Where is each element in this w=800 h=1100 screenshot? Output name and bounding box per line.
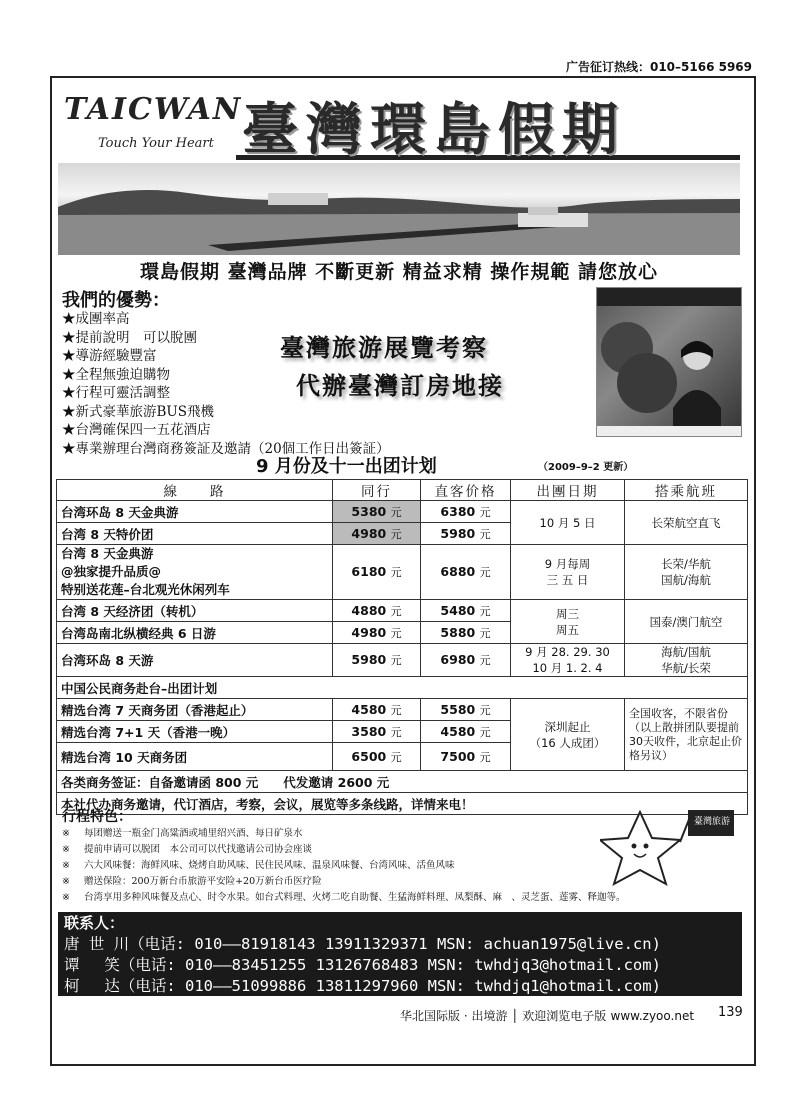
header-date: 出團日期 bbox=[511, 480, 625, 501]
header-retail: 直客价格 bbox=[421, 480, 511, 501]
peer-price: 3580 元 bbox=[333, 721, 421, 743]
page-number: 139 bbox=[718, 1005, 743, 1020]
list-item: ※ 每团赠送一瓶金门高粱酒或埔里绍兴酒、每日矿泉水 bbox=[62, 826, 625, 842]
contact-heading: 联系人： bbox=[64, 914, 125, 932]
stewardess-photo bbox=[596, 287, 742, 437]
stewardess-illustration bbox=[597, 288, 742, 437]
list-item: ★ 行程可靈活調整 bbox=[62, 384, 390, 403]
route-cell: 台湾 8 天特价团 bbox=[57, 523, 333, 545]
flight-cell: 长荣航空直飞 bbox=[625, 501, 748, 545]
logo-tagline: Touch Your Heart bbox=[98, 136, 214, 151]
business-heading: 中国公民商务赴台–出团计划 bbox=[57, 677, 748, 699]
flight-cell: 国泰/澳门航空 bbox=[625, 600, 748, 644]
date-cell: 9 月 28. 29. 30 10 月 1. 2. 4 bbox=[511, 644, 625, 677]
logo-wordmark: TAICWAN bbox=[64, 92, 243, 127]
schedule-table bbox=[56, 479, 748, 815]
route-cell: 精选台湾 10 天商务团 bbox=[57, 743, 333, 771]
contact-box bbox=[58, 912, 742, 996]
schedule-updated: （2009–9–2 更新） bbox=[538, 462, 634, 473]
flight-cell: 海航/国航 华航/长荣 bbox=[625, 644, 748, 677]
peer-price: 6500 元 bbox=[333, 743, 421, 771]
date-cell: 周三 周五 bbox=[511, 600, 625, 644]
promo-line-2: 代辦臺灣訂房地接 bbox=[296, 371, 504, 400]
lake-photo bbox=[58, 163, 740, 255]
taiwan-logo bbox=[62, 80, 243, 160]
table-row bbox=[57, 699, 748, 721]
business-note: 全国收客，不限省份（以上散拼团队要提前30天收件，北京起止价格另议） bbox=[625, 699, 748, 771]
retail-price: 6980 元 bbox=[421, 644, 511, 677]
list-item: ★ 成團率高 bbox=[62, 310, 390, 329]
list-item: ★ 台灣確保四一五花酒店 bbox=[62, 421, 390, 440]
retail-price: 7500 元 bbox=[421, 743, 511, 771]
header-flight: 搭乘航班 bbox=[625, 480, 748, 501]
retail-price: 6880 元 bbox=[421, 545, 511, 600]
retail-price: 5880 元 bbox=[421, 622, 511, 644]
visa-row: 各类商务签证：自备邀请函 800 元 代发邀请 2600 元 bbox=[57, 771, 748, 793]
route-cell: 台湾 8 天经济团（转机） bbox=[57, 600, 333, 622]
peer-price: 4880 元 bbox=[333, 600, 421, 622]
retail-price: 4580 元 bbox=[421, 721, 511, 743]
footer-url: www.zyoo.net bbox=[610, 1009, 695, 1023]
list-item: ※ 台湾享用多种风味餐及点心、时令水果。如台式料理、火烤二吃自助餐、生猛海鲜料理、凤梨酥、麻 、灵芝蛋、莲雾、释迦等。 bbox=[62, 890, 625, 906]
date-cell: 9 月每周 三 五 日 bbox=[511, 545, 625, 600]
table-row bbox=[57, 677, 748, 699]
route-cell: 台湾岛南北纵横经典 6 日游 bbox=[57, 622, 333, 644]
list-item: ※ 六大风味餐：海鲜风味、烧烤自助风味、民住民风味、温泉风味餐、台湾风味、活鱼风味 bbox=[62, 858, 625, 874]
list-item: ※ 提前申请可以脱团 本公司可以代找邀请公司协会座谈 bbox=[62, 842, 625, 858]
table-row bbox=[57, 501, 748, 523]
lake-illustration bbox=[58, 163, 740, 255]
peer-price: 5980 元 bbox=[333, 644, 421, 677]
peer-price: 4980 元 bbox=[333, 523, 421, 545]
schedule-title: 9 月份及十一出团计划 bbox=[256, 456, 437, 477]
route-cell: 台湾环岛 8 天游 bbox=[57, 644, 333, 677]
retail-price: 6380 元 bbox=[421, 501, 511, 523]
contact-row: 唐 世 川（电话: 010––81918143 13911329371 MSN: achuan1975@live.cn) bbox=[64, 935, 661, 953]
page-title: 臺灣環島假期 bbox=[242, 97, 626, 163]
footer-text: 华北国际版 · 出境游 │ 欢迎浏览电子版 bbox=[400, 1009, 607, 1023]
retail-price: 5580 元 bbox=[421, 699, 511, 721]
table-row bbox=[57, 600, 748, 622]
list-item: ★ 新式豪華旅游BUS飛機 bbox=[62, 403, 390, 422]
ad-hotline: 广告征订热线：010–5166 5969 bbox=[565, 60, 752, 74]
agency-row: 本社代办商务邀请，代订酒店，考察，会议，展览等多条线路，详情来电！ bbox=[57, 793, 748, 815]
mascot-flag-text: 臺灣旅游 bbox=[693, 817, 730, 827]
retail-price: 5480 元 bbox=[421, 600, 511, 622]
date-cell: 深圳起止 （16 人成团） bbox=[511, 699, 625, 771]
footer bbox=[400, 1007, 694, 1024]
peer-price: 5380 元 bbox=[333, 501, 421, 523]
header-peer: 同行 bbox=[333, 480, 421, 501]
slogan: 環島假期 臺灣品牌 不斷更新 精益求精 操作規範 請您放心 bbox=[139, 261, 659, 283]
table-row bbox=[57, 644, 748, 677]
advantages-heading: 我們的優勢： bbox=[62, 290, 170, 311]
list-item: ※ 赠送保险：200万新台币旅游平安险+20万新台币医疗险 bbox=[62, 874, 625, 890]
date-cell: 10 月 5 日 bbox=[511, 501, 625, 545]
list-item: ★ 專業辦理台灣商務簽証及邀請（20個工作日出簽証） bbox=[62, 440, 390, 459]
flight-cell: 长荣/华航 国航/海航 bbox=[625, 545, 748, 600]
list-item: ★ 導游經驗豐富 bbox=[62, 347, 390, 366]
table-header-row bbox=[57, 480, 748, 501]
peer-price: 4580 元 bbox=[333, 699, 421, 721]
promo-line-1: 臺灣旅游展覽考察 bbox=[280, 333, 488, 362]
features-list bbox=[62, 826, 625, 906]
header-route: 線 路 bbox=[57, 480, 333, 501]
features-heading: 行程特色： bbox=[62, 809, 132, 825]
table-row bbox=[57, 771, 748, 793]
route-cell: 台湾 8 天金典游 @独家提升品质@ 特别送花莲–台北观光休闲列车 bbox=[57, 545, 333, 600]
star-mascot bbox=[600, 808, 740, 888]
retail-price: 5980 元 bbox=[421, 523, 511, 545]
list-item: ★ 全程無強迫購物 bbox=[62, 366, 390, 385]
peer-price: 4980 元 bbox=[333, 622, 421, 644]
table-row bbox=[57, 545, 748, 600]
title-banner bbox=[236, 86, 740, 163]
route-cell: 台湾环岛 8 天金典游 bbox=[57, 501, 333, 523]
contact-row: 谭 笑（电话: 010––83451255 13126768483 MSN: twhdjq3@hotmail.com) bbox=[64, 956, 661, 974]
peer-price: 6180 元 bbox=[333, 545, 421, 600]
list-item: ★ 提前說明 可以脫團 bbox=[62, 329, 390, 348]
route-cell: 精选台湾 7 天商务团（香港起止） bbox=[57, 699, 333, 721]
contact-row: 柯 达（电话: 010––51099886 13811297960 MSN: twhdjq1@hotmail.com) bbox=[64, 977, 661, 995]
route-cell: 精选台湾 7+1 天（香港一晚） bbox=[57, 721, 333, 743]
